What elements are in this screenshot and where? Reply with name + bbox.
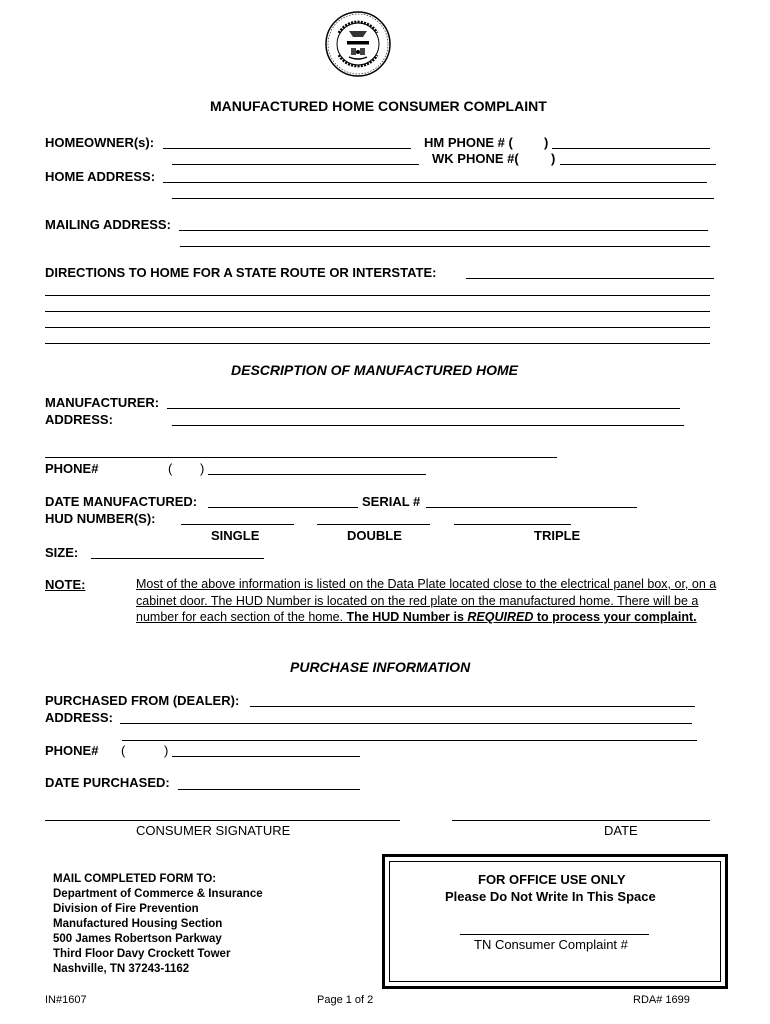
note-required: REQUIRED (467, 610, 534, 624)
purchase-heading: PURCHASE INFORMATION (290, 659, 471, 675)
note-label: NOTE: (45, 577, 86, 592)
dealer-label: PURCHASED FROM (DEALER): (45, 693, 240, 708)
mail-to-line: Department of Commerce & Insurance (53, 888, 263, 900)
serial-field[interactable] (426, 507, 637, 508)
purchase-phone-field[interactable] (172, 756, 360, 757)
wk-phone-field[interactable] (560, 164, 716, 165)
hm-phone-close: ) (544, 135, 549, 150)
mail-to-line: Third Floor Davy Crockett Tower (53, 948, 231, 960)
complaint-number-field[interactable] (460, 934, 649, 935)
state-seal-icon (325, 11, 391, 77)
date-signature-line[interactable] (452, 820, 710, 821)
signature-date-label: DATE (604, 823, 638, 838)
mail-to-heading: MAIL COMPLETED FORM TO: (53, 873, 217, 885)
rda-number: RDA# 1699 (633, 994, 690, 1006)
date-purchased-field[interactable] (178, 789, 360, 790)
mailing-address-line-1[interactable] (179, 230, 708, 231)
manufacturer-phone-label: PHONE# (45, 461, 99, 476)
note-bold-b: to process your complaint. (533, 610, 697, 624)
form-title: MANUFACTURED HOME CONSUMER COMPLAINT (210, 98, 547, 114)
purchase-phone-close: ) (164, 743, 169, 758)
purchase-address-line-2[interactable] (122, 740, 697, 741)
homeowners-line-1[interactable] (163, 148, 411, 149)
serial-label: SERIAL # (362, 494, 421, 509)
office-use-subheading: Please Do Not Write In This Space (445, 889, 656, 904)
mail-to-line: 500 James Robertson Parkway (53, 933, 222, 945)
directions-line-3[interactable] (45, 311, 710, 312)
hm-phone-label: HM PHONE # ( (424, 135, 513, 150)
homeowners-line-2[interactable] (172, 164, 419, 165)
mailing-address-line-2[interactable] (180, 246, 710, 247)
mailing-address-label: MAILING ADDRESS: (45, 217, 171, 232)
state-seal (325, 11, 391, 77)
note-bold-a: The HUD Number is (346, 610, 468, 624)
mail-to-line: Manufactured Housing Section (53, 918, 223, 930)
manufacturer-address-line-2[interactable] (45, 457, 557, 458)
date-manufactured-field[interactable] (208, 507, 358, 508)
directions-line-2[interactable] (45, 295, 710, 296)
hud-number-label: HUD NUMBER(S): (45, 511, 156, 526)
double-label: DOUBLE (347, 528, 402, 543)
manufacturer-label: MANUFACTURER: (45, 395, 160, 410)
mail-to-line: Division of Fire Prevention (53, 903, 199, 915)
directions-line-1[interactable] (466, 278, 714, 279)
purchase-address-label: ADDRESS: (45, 710, 113, 725)
wk-phone-label: WK PHONE #( (432, 151, 519, 166)
manufacturer-phone-field[interactable] (208, 474, 426, 475)
single-label: SINGLE (211, 528, 260, 543)
form-id: IN#1607 (45, 994, 87, 1006)
hud-triple-field[interactable] (454, 524, 571, 525)
complaint-number-label: TN Consumer Complaint # (474, 937, 628, 952)
consumer-signature-label: CONSUMER SIGNATURE (136, 823, 291, 838)
hm-phone-field[interactable] (552, 148, 710, 149)
mail-to-line: Nashville, TN 37243-1162 (53, 963, 190, 975)
size-field[interactable] (91, 558, 264, 559)
purchase-phone-open: ( (121, 743, 126, 758)
manufacturer-phone-close: ) (200, 461, 205, 476)
dealer-field[interactable] (250, 706, 695, 707)
home-address-line-2[interactable] (172, 198, 714, 199)
directions-line-4[interactable] (45, 327, 710, 328)
purchase-address-line-1[interactable] (120, 723, 692, 724)
consumer-signature-line[interactable] (45, 820, 400, 821)
wk-phone-close: ) (551, 151, 556, 166)
office-use-heading: FOR OFFICE USE ONLY (478, 872, 626, 887)
manufacturer-address-label: ADDRESS: (45, 412, 113, 427)
note-text (136, 576, 728, 626)
page-number: Page 1 of 2 (317, 994, 374, 1006)
date-manufactured-label: DATE MANUFACTURED: (45, 494, 198, 509)
directions-label: DIRECTIONS TO HOME FOR A STATE ROUTE OR INTERSTATE: (45, 265, 437, 280)
hud-double-field[interactable] (317, 524, 430, 525)
directions-line-5[interactable] (45, 343, 710, 344)
date-purchased-label: DATE PURCHASED: (45, 775, 170, 790)
mail-to-block (53, 872, 263, 977)
home-address-line-1[interactable] (163, 182, 707, 183)
purchase-phone-label: PHONE# (45, 743, 99, 758)
manufacturer-field[interactable] (167, 408, 680, 409)
note-body-text: Most of the above information is listed on the Data Plate located close to the electrical panel box, or, on a cabinet door. The HUD Number is located on the red plate on the manufactured home. There will be a number for each section of the home. (136, 577, 717, 624)
size-label: SIZE: (45, 545, 79, 560)
hud-single-field[interactable] (181, 524, 294, 525)
manufacturer-phone-open: ( (168, 461, 173, 476)
home-address-label: HOME ADDRESS: (45, 169, 156, 184)
homeowners-label: HOMEOWNER(s): (45, 135, 155, 150)
manufacturer-address-line-1[interactable] (172, 425, 684, 426)
triple-label: TRIPLE (534, 528, 581, 543)
description-heading: DESCRIPTION OF MANUFACTURED HOME (231, 362, 518, 378)
